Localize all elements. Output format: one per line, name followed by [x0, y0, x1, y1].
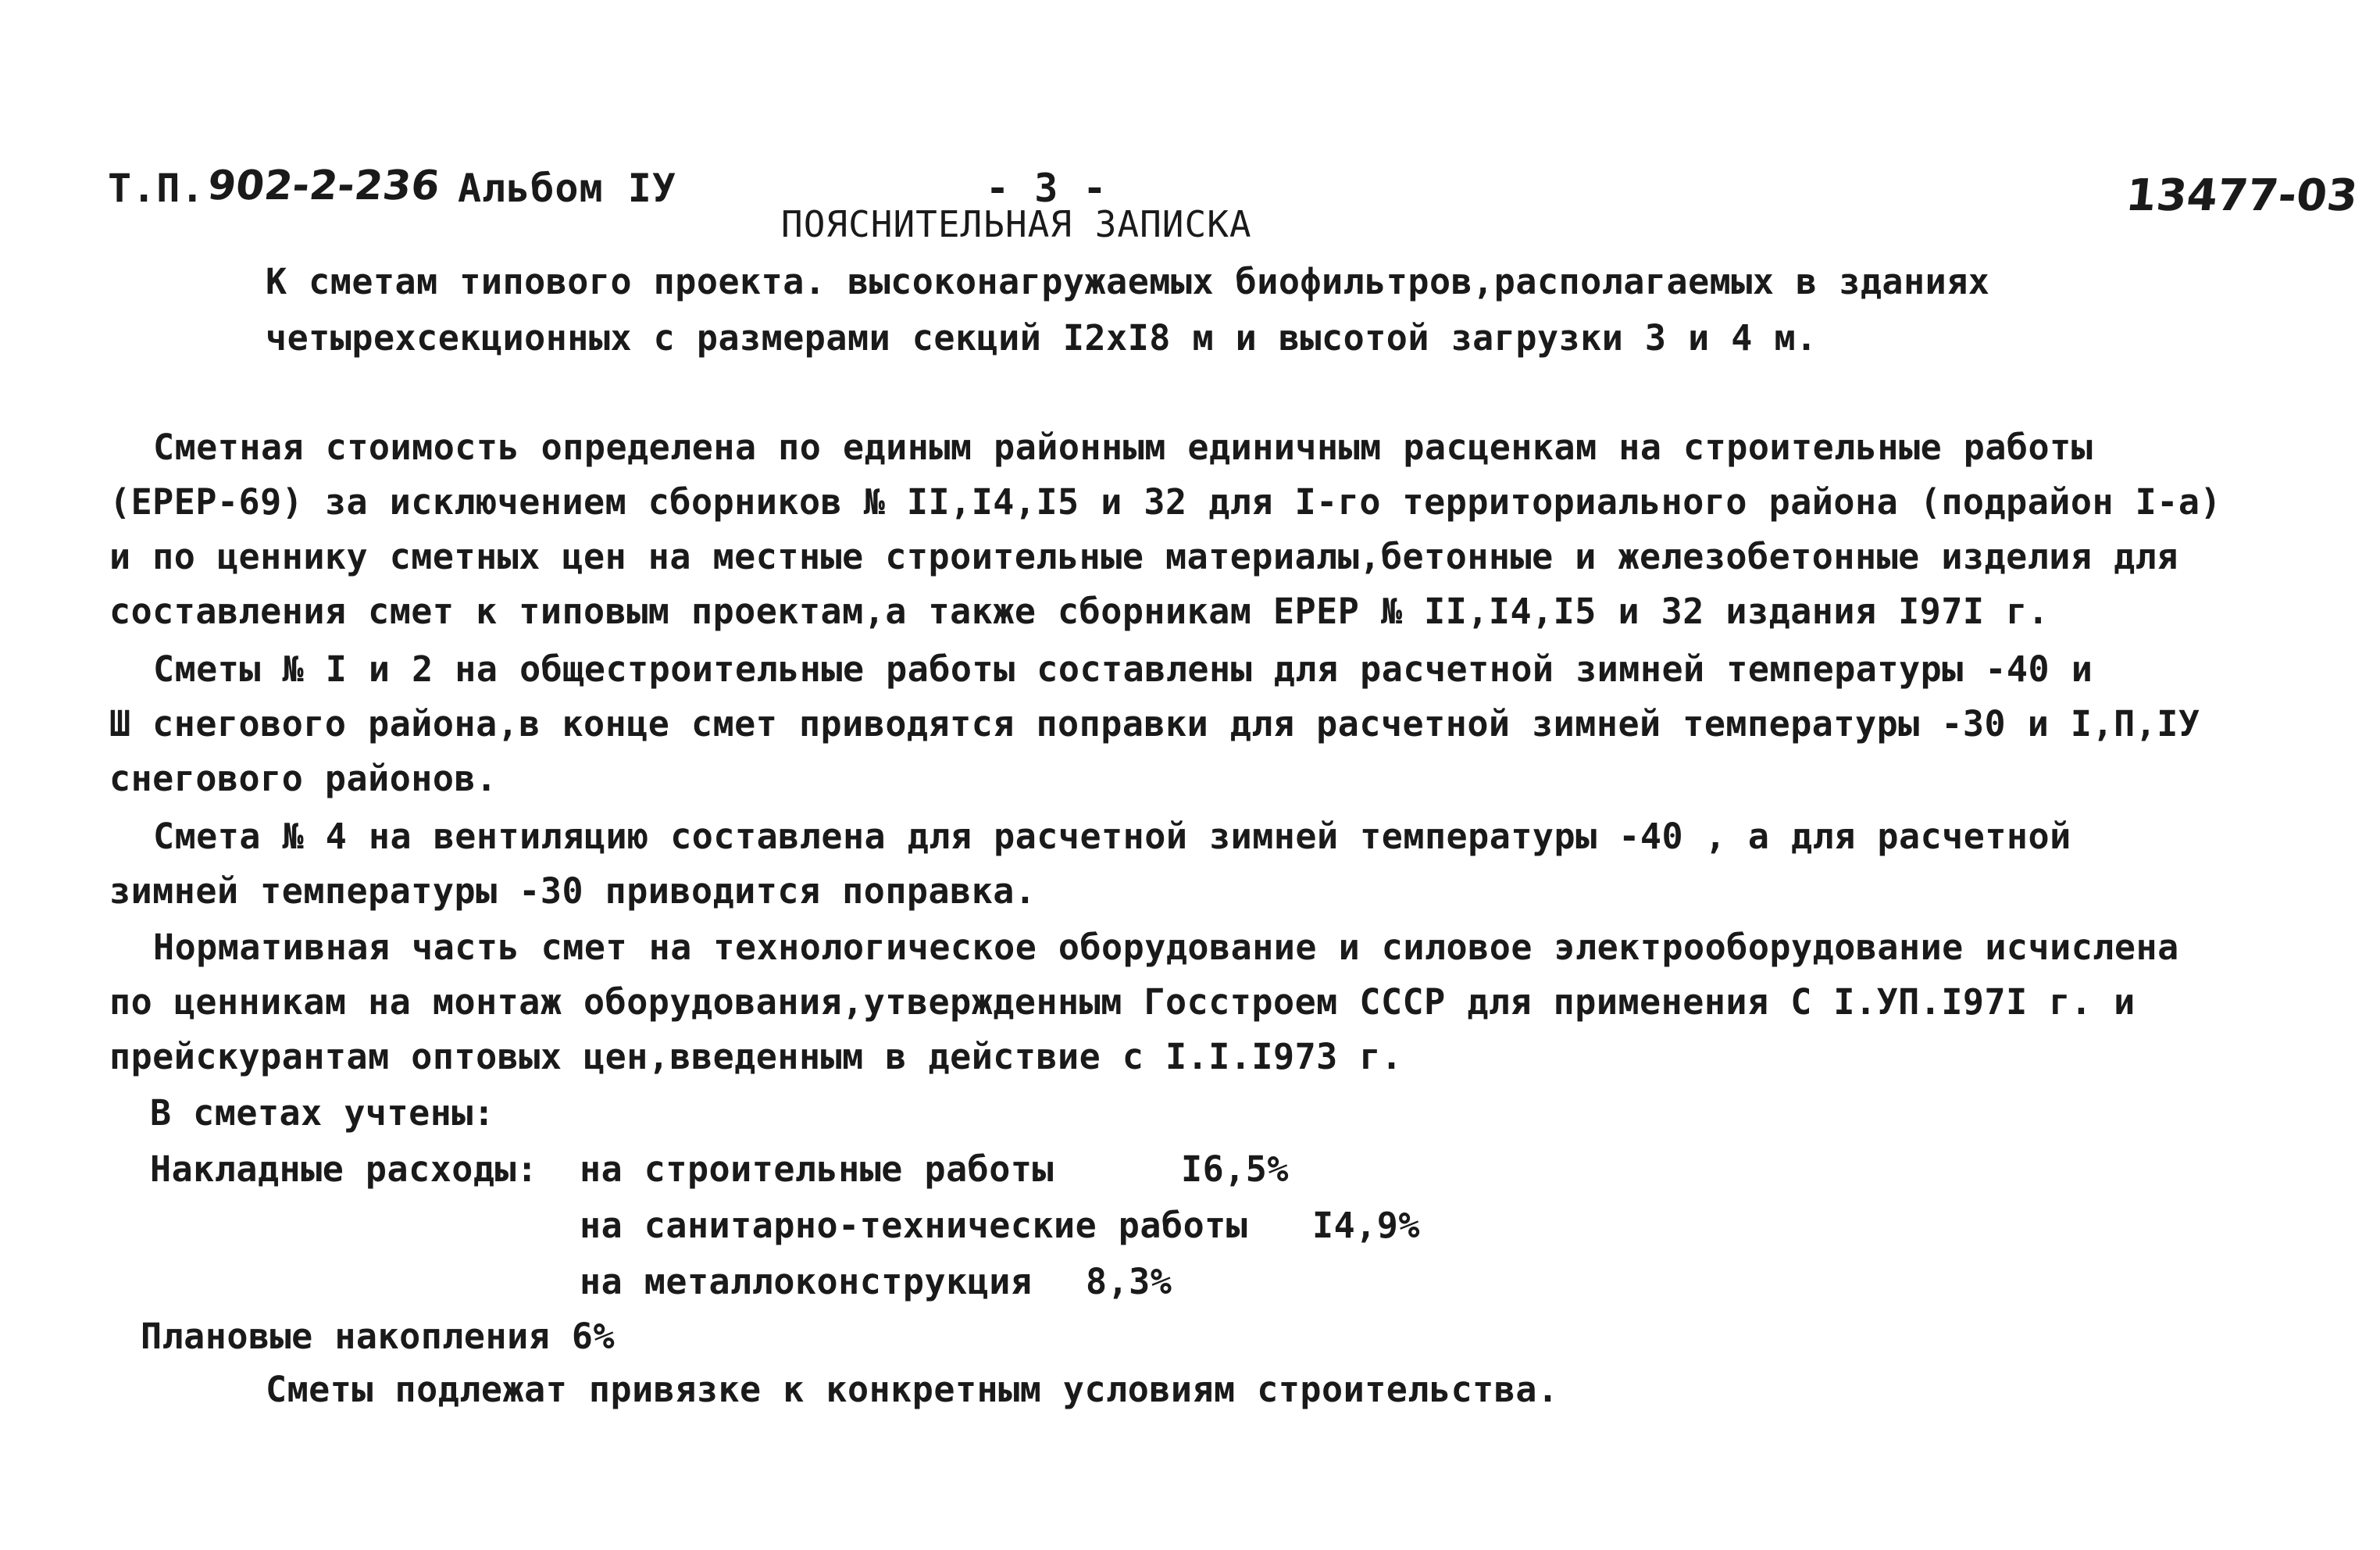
paragraph-line: зимней температуры -30 приводится поправка. — [109, 870, 1037, 912]
overhead-label: Накладные расходы: — [150, 1148, 538, 1190]
page-number: - 3 - — [986, 166, 1108, 211]
paragraph-line: Ш снегового района,в конце смет приводятся поправки для расчетной зимней температуры -30 и I,П,IУ — [109, 703, 2200, 745]
paragraph-line: Сметная стоимость определена по единым районным единичным расценкам на строительные работы — [153, 427, 2093, 468]
inventory-number: 13477-03 — [2123, 170, 2360, 221]
paragraph-line: Нормативная часть смет на технологическое оборудование и силовое электрооборудование исчислена — [153, 927, 2179, 968]
paragraph-line: (ЕРЕР-69) за исключением сборников № II,I4,I5 и 32 для I-го территориального района (подрайон I-а) — [109, 481, 2222, 523]
accounted-heading: В сметах учтены: — [150, 1092, 495, 1134]
paragraph-line: по ценникам на монтаж оборудования,утвержденным Госстроем СССР для применения С I.УП.I97I г. и — [109, 981, 2136, 1023]
overhead-item-label: на строительные работы — [580, 1148, 1054, 1190]
paragraph-line: прейскурантам оптовых цен,введенным в действие с I.I.I973 г. — [109, 1036, 1403, 1077]
album-label: Альбом IУ — [458, 166, 676, 211]
subtitle-line: четырехсекционных с размерами секций I2xI8 м и высотой загрузки 3 и 4 м. — [266, 317, 1818, 359]
overhead-item-value: 8,3% — [1086, 1261, 1172, 1302]
page-title: ПОЯСНИТЕЛЬНАЯ ЗАПИСКА — [781, 203, 1252, 245]
doc-number: 902-2-236 — [205, 162, 442, 209]
overhead-item-value: I6,5% — [1181, 1148, 1289, 1190]
paragraph-line: Смета № 4 на вентиляцию составлена для расчетной зимней температуры -40 , а для расчетной — [153, 816, 2071, 857]
doc-prefix: Т.П. — [108, 166, 205, 211]
subtitle-line: К сметам типового проекта. высоконагружаемых биофильтров,располагаемых в зданиях — [266, 261, 1990, 302]
paragraph-line: снегового районов. — [109, 758, 498, 799]
overhead-item-value: I4,9% — [1312, 1205, 1420, 1246]
paragraph-line: Сметы № I и 2 на общестроительные работы составлены для расчетной зимней температуры -40 и — [153, 648, 2093, 690]
paragraph-line: и по ценнику сметных цен на местные строительные материалы,бетонные и железобетонные изделия для — [109, 536, 2178, 577]
overhead-item-label: на санитарно-технические работы — [580, 1205, 1248, 1246]
closing-line: Сметы подлежат привязке к конкретным условиям строительства. — [266, 1369, 1559, 1410]
planned-savings: Плановые накопления 6% — [141, 1316, 616, 1357]
paragraph-line: составления смет к типовым проектам,а также сборникам ЕРЕР № II,I4,I5 и 32 издания I97I г. — [109, 591, 2050, 632]
overhead-item-label: на металлоконструкция — [580, 1261, 1033, 1302]
